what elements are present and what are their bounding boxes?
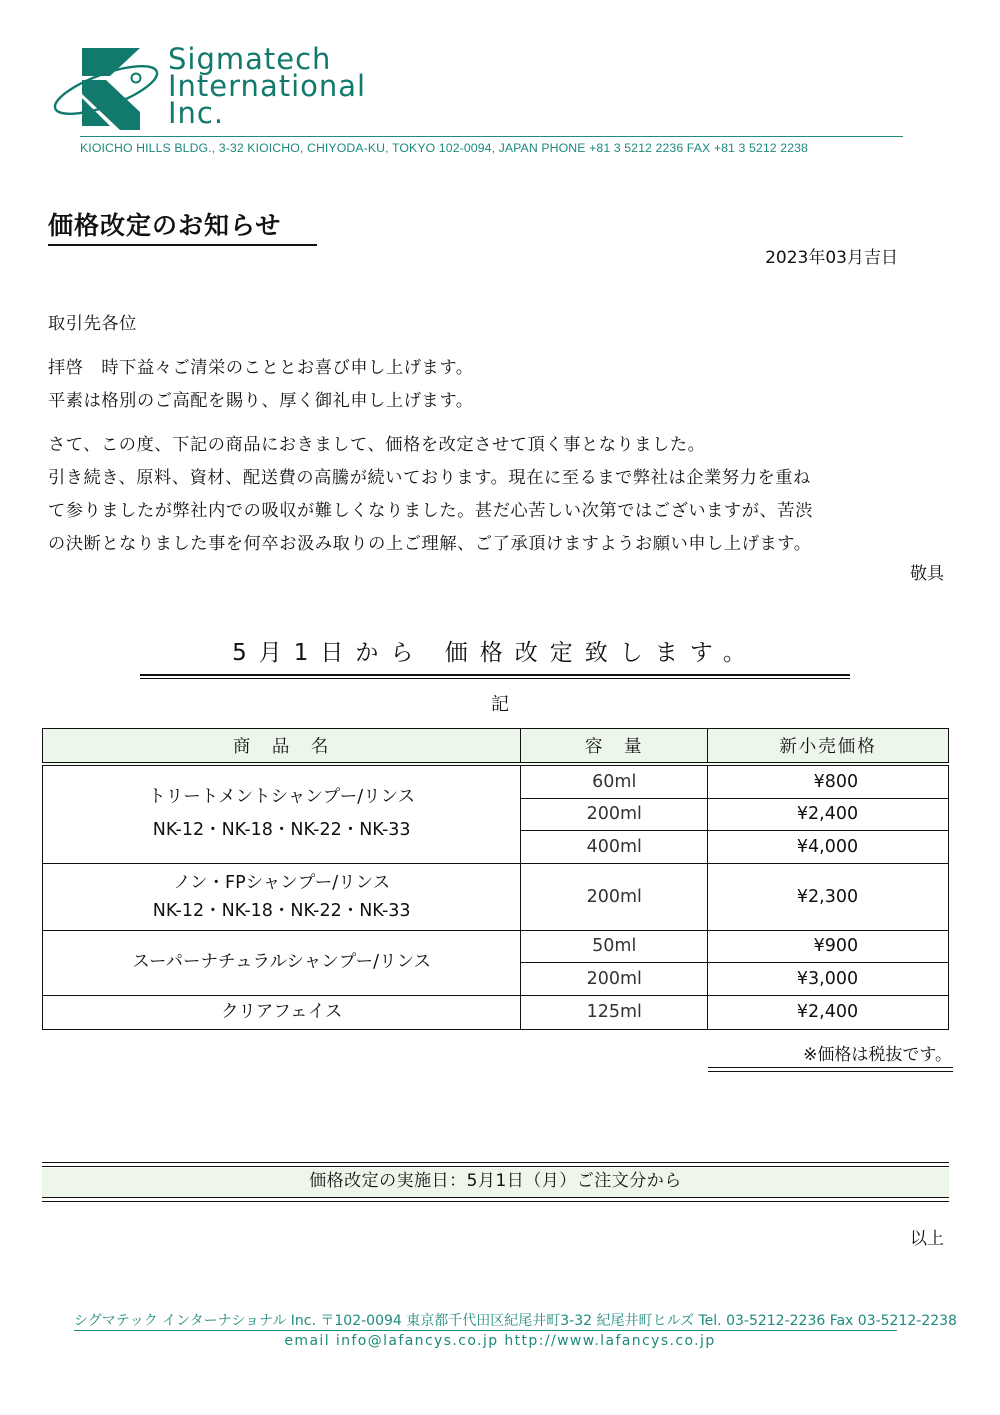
header-volume: 容 量 [521,729,708,765]
footer-divider [74,1330,897,1331]
tax-note: ※価格は税抜です。 [803,1045,952,1065]
price-table [42,728,949,1030]
table-header-row [43,729,949,765]
footer-contact: email info@lafancys.co.jp http://www.lafancys.co.jp [284,1333,716,1349]
table-row [43,863,949,930]
price-cell: ¥800 [708,764,949,798]
company-name: Sigmatech International Inc. [168,42,367,130]
product-name-cell: スーパーナチュラルシャンプー/リンス [43,930,521,995]
document-date: 2023年03月吉日 [765,248,898,268]
header-price: 新小売価格 [708,729,949,765]
product-name-cell: トリートメントシャンプー/リンス NK-12・NK-18・NK-22・NK-33 [43,764,521,863]
table-row [43,764,949,798]
band-rule-bottom [42,1201,949,1202]
price-cell: ¥3,000 [708,963,949,996]
band-rule-bottom-inner [42,1197,949,1198]
tax-note-underline [708,1067,953,1068]
headline-underline-thin [140,678,850,679]
price-cell: ¥900 [708,930,949,963]
header-product-name: 商 品 名 [43,729,521,765]
table-row [43,930,949,963]
greeting-line-1: 拝啓 時下益々ご清栄のこととお喜び申し上げます。 [48,358,474,378]
headline-underline [140,674,850,676]
volume-cell: 400ml [521,831,708,864]
greeting-line-2: 平素は格別のご高配を賜り、厚く御礼申し上げます。 [48,391,474,411]
end-mark: 以上 [910,1229,944,1249]
body-line-4: の決断となりました事を何卒お汲み取りの上ご理解、ご了承頂けますようお願い申し上げます。 [48,534,812,554]
volume-cell: 200ml [521,863,708,930]
tax-note-underline-second [708,1071,953,1072]
body-line-1: さて、この度、下記の商品におきまして、価格を改定させて頂く事となりました。 [48,435,706,455]
price-cell: ¥2,400 [708,995,949,1029]
company-logo-icon [50,46,162,132]
ki-mark: 記 [491,694,509,715]
volume-cell: 200ml [521,798,708,831]
body-line-2: 引き続き、原料、資材、配送費の高騰が続いております。現在に至るまで弊社は企業努力を重ね [48,468,811,488]
body-line-3: て参りましたが弊社内での吸収が難しくなりました。甚だ心苦しい次第ではございますが、苦渋 [48,501,813,521]
table-row [43,995,949,1029]
product-name-cell: ノン・FPシャンプー/リンス NK-12・NK-18・NK-22・NK-33 [43,863,521,930]
volume-cell: 50ml [521,930,708,963]
band-rule-top-inner [42,1166,949,1167]
closing-mark: 敬具 [910,564,944,584]
header-divider [80,136,903,137]
headline: 5月1日から 価格改定致します。 [232,640,758,666]
recipient: 取引先各位 [48,314,137,334]
volume-cell: 125ml [521,995,708,1029]
price-cell: ¥2,300 [708,863,949,930]
effective-date-banner: 価格改定の実施日：5月1日（月）ご注文分から [42,1168,949,1198]
product-name-cell: クリアフェイス [43,995,521,1029]
band-rule-top [42,1162,949,1163]
volume-cell: 60ml [521,764,708,798]
document-title: 価格改定のお知らせ [48,206,317,246]
price-cell: ¥4,000 [708,831,949,864]
volume-cell: 200ml [521,963,708,996]
price-cell: ¥2,400 [708,798,949,831]
footer-address: シグマテック インターナショナル Inc. 〒102-0094 東京都千代田区紀尾井町3-32 紀尾井町ヒルズ Tel. 03-5212-2236 Fax 03-5212-2238 [74,1313,957,1329]
header-address: KIOICHO HILLS BLDG., 3-32 KIOICHO, CHIYODA-KU, TOKYO 102-0094, JAPAN PHONE +81 3 5212 2236 FAX +81 3 5212 2238 [80,141,808,155]
